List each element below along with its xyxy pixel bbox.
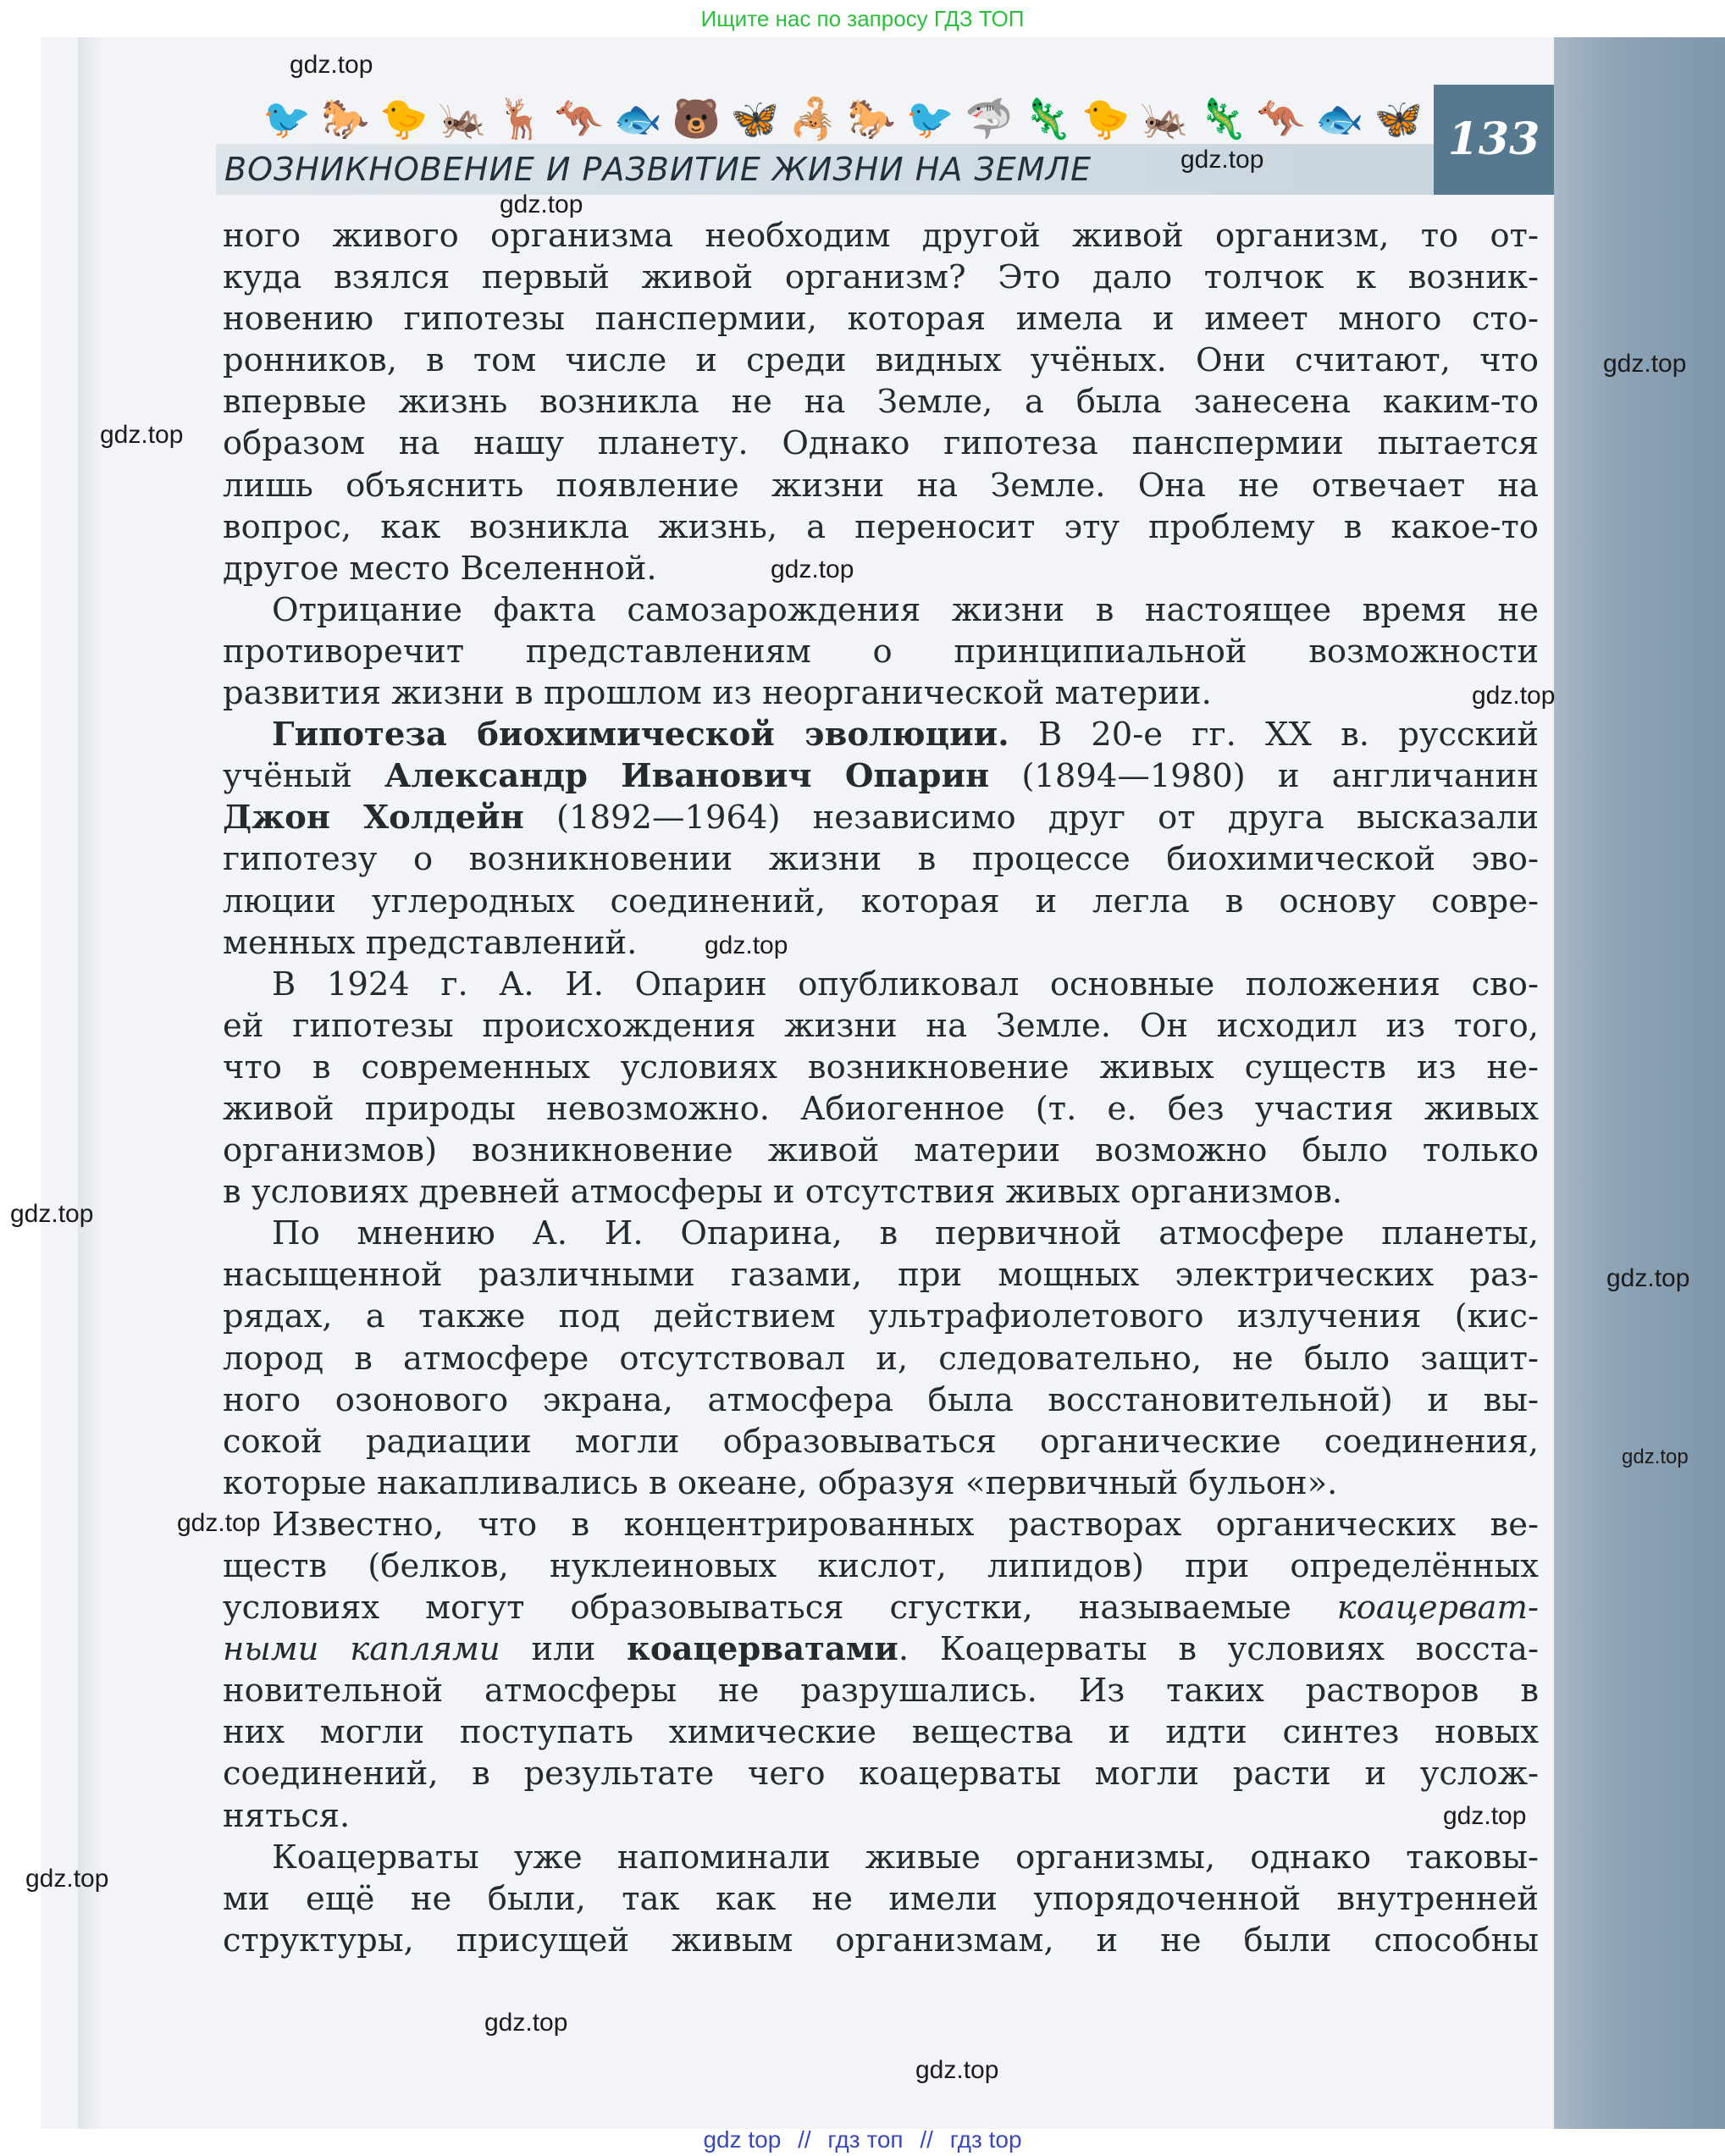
animal-silhouette-strip bbox=[263, 93, 1423, 144]
text-segment: (1894—1980) и англичанин bbox=[989, 757, 1539, 796]
watermark: gdz.top bbox=[100, 421, 184, 449]
text-segment: По мнению А. И. Опарина, в первичной атмосфере планеты, bbox=[272, 1214, 1539, 1253]
text-line bbox=[223, 1545, 1539, 1587]
text-segment: них могли поступать химические вещества и идти синтез новых bbox=[223, 1713, 1539, 1752]
text-segment: лишь объяснить появление жизни на Земле. Она не отвечает на bbox=[223, 466, 1539, 505]
text-segment: няться. bbox=[223, 1796, 351, 1835]
text-line bbox=[223, 1379, 1539, 1421]
watermark: gdz.top bbox=[484, 2009, 568, 2037]
text-segment: сокой радиации могли образовываться органические соединения, bbox=[223, 1422, 1539, 1461]
text-line bbox=[223, 1920, 1539, 1961]
horse-icon: 🐎 bbox=[321, 96, 370, 141]
watermark: gdz.top bbox=[915, 2056, 999, 2084]
text-segment: ронников, в том числе и среди видных учёных. Они считают, что bbox=[223, 341, 1539, 380]
text-segment: ей гипотезы происхождения жизни на Земле. Он исходил из того, bbox=[223, 1006, 1539, 1045]
text-line bbox=[223, 1795, 1539, 1837]
text-segment: или bbox=[500, 1630, 628, 1669]
italic-term: коацерват- bbox=[1336, 1589, 1539, 1628]
watermark: gdz.top bbox=[500, 191, 583, 218]
text-segment: противоречит представлениям о принципиальной возможности bbox=[223, 632, 1539, 671]
insect-icon: 🦗 bbox=[438, 96, 487, 141]
text-line bbox=[223, 922, 1539, 964]
chapter-title: ВОЗНИКНОВЕНИЕ И РАЗВИТИЕ ЖИЗНИ НА ЗЕМЛЕ bbox=[224, 151, 1092, 188]
text-line bbox=[223, 1504, 1539, 1545]
text-segment: что в современных условиях возникновение живых существ из не- bbox=[223, 1048, 1539, 1086]
text-segment: рядах, а также под действием ультрафиолетового излучения (кис- bbox=[223, 1297, 1539, 1336]
watermark: gdz.top bbox=[1603, 350, 1687, 378]
horse-icon: 🐎 bbox=[847, 96, 897, 141]
bold-term: коацерватами bbox=[627, 1630, 898, 1669]
text-segment: новительной атмосферы не разрушались. Из таких растворов в bbox=[223, 1672, 1539, 1711]
footer-separator: // bbox=[920, 2126, 933, 2153]
text-segment: ми ещё не были, так как не имели упорядоченной внутренней bbox=[223, 1879, 1539, 1918]
bird-icon: 🐦 bbox=[263, 96, 312, 141]
insect-icon: 🦗 bbox=[1140, 96, 1189, 141]
text-segment: ного живого организма необходим другой живой организм, то от- bbox=[223, 217, 1539, 255]
text-line bbox=[223, 881, 1539, 922]
text-segment: впервые жизнь возникла не на Земле, а была занесена каким-то bbox=[223, 383, 1539, 422]
text-segment: учёный bbox=[223, 757, 384, 796]
text-segment: которые накапливались в океане, образуя «первичный бульон». bbox=[223, 1463, 1338, 1502]
text-line bbox=[223, 1462, 1539, 1504]
text-line bbox=[223, 1296, 1539, 1337]
footer-links bbox=[0, 2124, 1725, 2156]
text-segment: . Коацерваты в условиях восста- bbox=[898, 1630, 1539, 1669]
bird-icon: 🐦 bbox=[905, 96, 955, 141]
text-line bbox=[223, 1878, 1539, 1920]
text-line bbox=[223, 1338, 1539, 1379]
text-segment: (1892—1964) независимо друг от друга высказали bbox=[523, 799, 1539, 838]
butterfly-icon: 🦋 bbox=[1374, 96, 1423, 141]
top-banner[interactable]: Ищите нас по запросу ГДЗ ТОП bbox=[700, 6, 1025, 31]
text-line bbox=[223, 631, 1539, 672]
text-segment: гипотезу о возникновении жизни в процессе биохимической эво- bbox=[223, 840, 1539, 879]
text-line bbox=[223, 1753, 1539, 1794]
watermark: gdz.top bbox=[177, 1509, 261, 1537]
text-segment: В 20-е гг. XX в. русский bbox=[1009, 716, 1539, 755]
text-line bbox=[223, 672, 1539, 714]
lizard-icon: 🦎 bbox=[1198, 96, 1247, 141]
bold-term: Гипотеза биохимической эволюции. bbox=[272, 716, 1009, 755]
text-segment: люции углеродных соединений, которая и легла в основу совре- bbox=[223, 882, 1539, 920]
text-segment: насыщенной различными газами, при мощных электрических раз- bbox=[223, 1256, 1539, 1295]
text-line bbox=[223, 1421, 1539, 1462]
bird-icon: 🐤 bbox=[1081, 96, 1131, 141]
deer-icon: 🦌 bbox=[496, 96, 545, 141]
text-segment: Известно, что в концентрированных растворах органических ве- bbox=[272, 1505, 1539, 1544]
shark-icon: 🦈 bbox=[964, 96, 1014, 141]
text-line bbox=[223, 423, 1539, 464]
text-line bbox=[223, 1628, 1539, 1670]
text-line bbox=[223, 298, 1539, 340]
text-line bbox=[223, 1587, 1539, 1628]
text-line bbox=[223, 797, 1539, 838]
text-line bbox=[223, 1088, 1539, 1130]
bold-term: Александр Иванович Опарин bbox=[384, 757, 990, 796]
footer-link-gdz-top[interactable]: gdz top bbox=[703, 2126, 782, 2153]
bird-icon: 🐤 bbox=[379, 96, 428, 141]
text-line bbox=[223, 257, 1539, 298]
text-segment: В 1924 г. А. И. Опарин опубликовал основные положения сво- bbox=[272, 965, 1539, 1003]
text-line bbox=[223, 548, 1539, 589]
fish-icon: 🐟 bbox=[1315, 96, 1364, 141]
watermark: gdz.top bbox=[10, 1200, 94, 1228]
text-line bbox=[223, 714, 1539, 755]
scorpion-icon: 🦂 bbox=[788, 96, 838, 141]
text-line bbox=[223, 465, 1539, 506]
text-segment: другое место Вселенной. bbox=[223, 549, 657, 588]
page-number: 133 bbox=[1447, 113, 1540, 165]
watermark: gdz.top bbox=[771, 556, 854, 583]
body-text bbox=[223, 215, 1539, 1961]
watermark: gdz.top bbox=[25, 1865, 109, 1893]
text-line bbox=[223, 589, 1539, 631]
text-segment: лород в атмосфере отсутствовал и, следовательно, не было защит- bbox=[223, 1339, 1539, 1378]
text-segment: Коацерваты уже напоминали живые организмы, однако таковы- bbox=[272, 1838, 1539, 1877]
bold-term: Джон Холдейн bbox=[223, 799, 524, 838]
text-segment: новению гипотезы панспермии, которая имела и имеет много сто- bbox=[223, 300, 1539, 339]
text-segment: условиях могут образовываться сгустки, называемые bbox=[223, 1589, 1337, 1628]
fish-icon: 🐟 bbox=[613, 96, 662, 141]
text-segment: живой природы невозможно. Абиогенное (т. е. без участия живых bbox=[223, 1089, 1539, 1128]
watermark: gdz.top bbox=[1443, 1802, 1527, 1830]
text-line bbox=[223, 838, 1539, 880]
text-line bbox=[223, 1254, 1539, 1296]
watermark: gdz.top bbox=[1180, 146, 1264, 174]
text-line bbox=[223, 1130, 1539, 1171]
text-line bbox=[223, 1047, 1539, 1088]
text-line bbox=[223, 381, 1539, 423]
footer-link-gdz-top-ru[interactable]: гдз топ bbox=[827, 2126, 904, 2153]
watermark: gdz.top bbox=[1606, 1264, 1690, 1292]
text-segment: ного озонового экрана, атмосфера была восстановительной) и вы- bbox=[223, 1380, 1539, 1419]
text-line bbox=[223, 1213, 1539, 1254]
text-line bbox=[223, 1670, 1539, 1711]
watermark: gdz.top bbox=[1472, 682, 1556, 710]
text-line bbox=[223, 340, 1539, 381]
text-line bbox=[223, 1837, 1539, 1878]
kangaroo-icon: 🦘 bbox=[1257, 96, 1306, 141]
watermark: gdz.top bbox=[1622, 1446, 1689, 1468]
footer-separator: // bbox=[798, 2126, 811, 2153]
text-segment: ществ (белков, нуклеиновых кислот, липидов) при определённых bbox=[223, 1547, 1539, 1585]
text-line bbox=[223, 1171, 1539, 1213]
text-segment: куда взялся первый живой организм? Это дало толчок к возник- bbox=[223, 258, 1539, 297]
watermark: gdz.top bbox=[290, 51, 373, 79]
lizard-icon: 🦎 bbox=[1023, 96, 1072, 141]
italic-term: ными каплями bbox=[223, 1630, 500, 1669]
text-segment: развития жизни в прошлом из неорганической материи. bbox=[223, 674, 1212, 713]
text-segment: менных представлений. bbox=[223, 923, 638, 962]
text-segment: соединений, в результате чего коацерваты могли расти и услож- bbox=[223, 1755, 1539, 1794]
footer-link-gdz-top-mixed[interactable]: гдз top bbox=[949, 2126, 1022, 2153]
text-segment: Отрицание факта самозарождения жизни в настоящее время не bbox=[272, 590, 1539, 629]
butterfly-icon: 🦋 bbox=[730, 96, 779, 141]
text-line bbox=[223, 506, 1539, 548]
text-line bbox=[223, 215, 1539, 257]
text-line bbox=[223, 964, 1539, 1005]
text-line bbox=[223, 1005, 1539, 1047]
text-segment: организмов) возникновение живой материи возможно было только bbox=[223, 1131, 1539, 1170]
page-gutter-shadow bbox=[78, 37, 103, 2129]
kangaroo-icon: 🦘 bbox=[555, 96, 604, 141]
text-line bbox=[223, 755, 1539, 797]
bear-icon: 🐻 bbox=[672, 96, 721, 141]
text-segment: вопрос, как возникла жизнь, а переносит эту проблему в какое-то bbox=[223, 507, 1539, 546]
text-segment: в условиях древней атмосферы и отсутствия живых организмов. bbox=[223, 1173, 1343, 1212]
text-line bbox=[223, 1711, 1539, 1753]
watermark: gdz.top bbox=[705, 932, 788, 959]
text-segment: структуры, присущей живым организмам, и не были способны bbox=[223, 1921, 1539, 1960]
text-segment: образом на нашу планету. Однако гипотеза панспермии пытается bbox=[223, 424, 1539, 463]
